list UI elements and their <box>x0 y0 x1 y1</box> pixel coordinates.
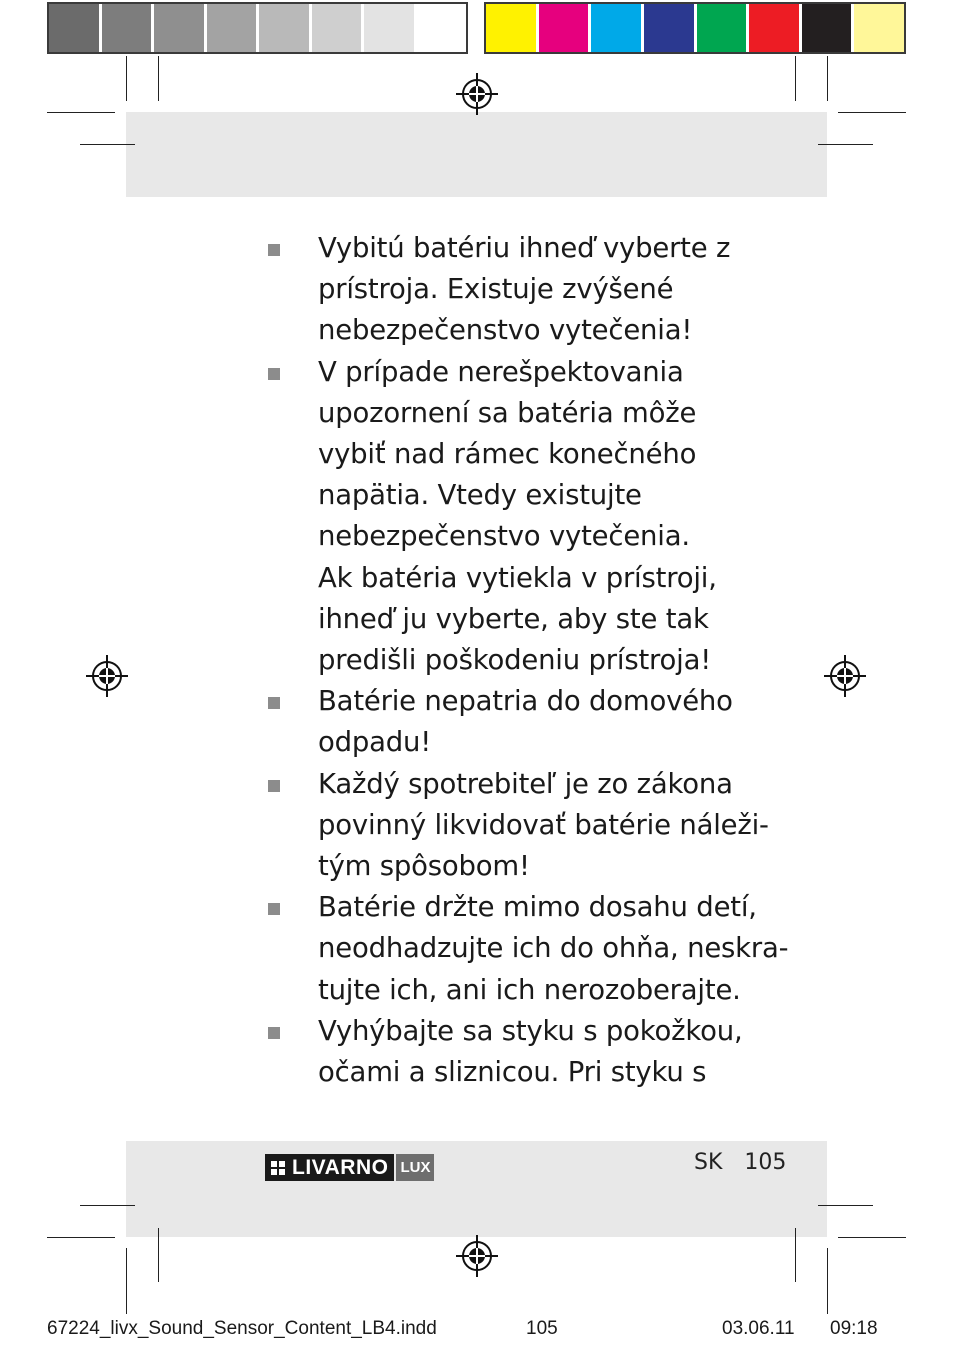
crop-mark <box>80 1205 135 1206</box>
color-swatch <box>854 4 904 52</box>
text-line: neodhadzujte ich do ohňa, neskra- <box>318 932 789 965</box>
text-line: V prípade nerešpektovania <box>318 355 684 388</box>
color-swatch <box>154 4 207 52</box>
color-swatch <box>312 4 365 52</box>
color-swatch <box>417 4 467 52</box>
color-swatch <box>539 4 592 52</box>
color-swatch <box>102 4 155 52</box>
text-line: povinný likvidovať batérie náleži- <box>318 808 769 841</box>
greyscale-bar <box>47 2 468 54</box>
square-bullet-icon <box>268 780 280 792</box>
square-bullet-icon <box>268 244 280 256</box>
crop-mark <box>795 1228 796 1282</box>
slug-time: 09:18 <box>830 1318 878 1339</box>
logo-sub-text: LUX <box>400 1159 431 1176</box>
color-swatch <box>486 4 539 52</box>
slug-filename: 67224_livx_Sound_Sensor_Content_LB4.indd <box>47 1318 437 1339</box>
color-swatch <box>364 4 417 52</box>
crop-mark <box>158 1228 159 1282</box>
crop-mark <box>838 1237 906 1238</box>
registration-mark-icon <box>824 655 866 697</box>
crop-mark <box>827 1248 828 1314</box>
text-line: Vybitú batériu ihneď vyberte z <box>318 232 731 264</box>
crop-mark <box>158 56 159 101</box>
color-swatch <box>259 4 312 52</box>
color-swatch <box>591 4 644 52</box>
registration-mark-icon <box>456 1235 498 1277</box>
text-line: napätia. Vtedy existujte <box>318 479 642 512</box>
text-line: prístroja. Existuje zvýšené <box>318 273 674 306</box>
color-swatch <box>802 4 855 52</box>
crop-mark <box>838 112 906 113</box>
list-item <box>266 352 766 682</box>
text-line: vybiť nad rámec konečného <box>318 438 697 471</box>
crop-mark <box>818 1205 873 1206</box>
page-number-value: 105 <box>744 1150 787 1175</box>
livarno-lux-logo <box>265 1154 434 1181</box>
logo-squares-icon <box>271 1161 285 1175</box>
square-bullet-icon <box>268 697 280 709</box>
text-line: Každý spotrebiteľ je zo zákona <box>318 767 733 800</box>
crop-mark <box>126 56 127 101</box>
list-item <box>266 228 766 352</box>
text-line: Batérie nepatria do domového <box>318 685 733 718</box>
list-item <box>266 764 769 888</box>
color-bar <box>484 2 906 54</box>
logo-text: LIVARNO <box>292 1155 389 1179</box>
square-bullet-icon <box>268 903 280 915</box>
color-swatch <box>644 4 697 52</box>
square-bullet-icon <box>268 1027 280 1039</box>
crop-mark <box>795 56 796 101</box>
color-swatch <box>49 4 102 52</box>
list-item <box>266 681 766 763</box>
crop-mark <box>80 144 135 145</box>
text-line: odpadu! <box>318 726 432 759</box>
slug-page: 105 <box>526 1318 558 1339</box>
text-line: nebezpečenstvo vytečenia! <box>318 314 693 347</box>
text-line: tým spôsobom! <box>318 850 530 883</box>
crop-mark <box>47 112 115 113</box>
text-line: očami a sliznicou. Pri styku s <box>318 1056 707 1089</box>
color-swatch <box>749 4 802 52</box>
square-bullet-icon <box>268 368 280 380</box>
crop-mark <box>126 1248 127 1314</box>
text-line: ihneď ju vyberte, aby ste tak <box>318 602 709 635</box>
registration-mark-icon <box>86 655 128 697</box>
text-line: predišli poškodeniu prístroja! <box>318 644 712 677</box>
crop-mark <box>818 144 873 145</box>
slug-date: 03.06.11 <box>722 1318 795 1339</box>
color-swatch <box>207 4 260 52</box>
text-line: Ak batéria vytiekla v prístroji, <box>318 561 717 594</box>
header-panel <box>126 112 827 197</box>
safety-instructions-list <box>266 228 789 1093</box>
registration-mark-icon <box>456 73 498 115</box>
crop-mark <box>47 1237 115 1238</box>
text-line: Batérie držte mimo dosahu detí, <box>318 891 757 924</box>
list-item <box>266 887 789 1011</box>
list-item <box>266 1011 766 1093</box>
text-line: Vyhýbajte sa styku s pokožkou, <box>318 1014 743 1047</box>
text-line: nebezpečenstvo vytečenia. <box>318 520 690 553</box>
text-line: tujte ich, ani ich nerozoberajte. <box>318 973 741 1006</box>
crop-mark <box>827 56 828 101</box>
color-swatch <box>697 4 750 52</box>
page-number <box>694 1150 786 1175</box>
text-line: upozornení sa batéria môže <box>318 396 697 429</box>
language-code: SK <box>694 1150 723 1175</box>
